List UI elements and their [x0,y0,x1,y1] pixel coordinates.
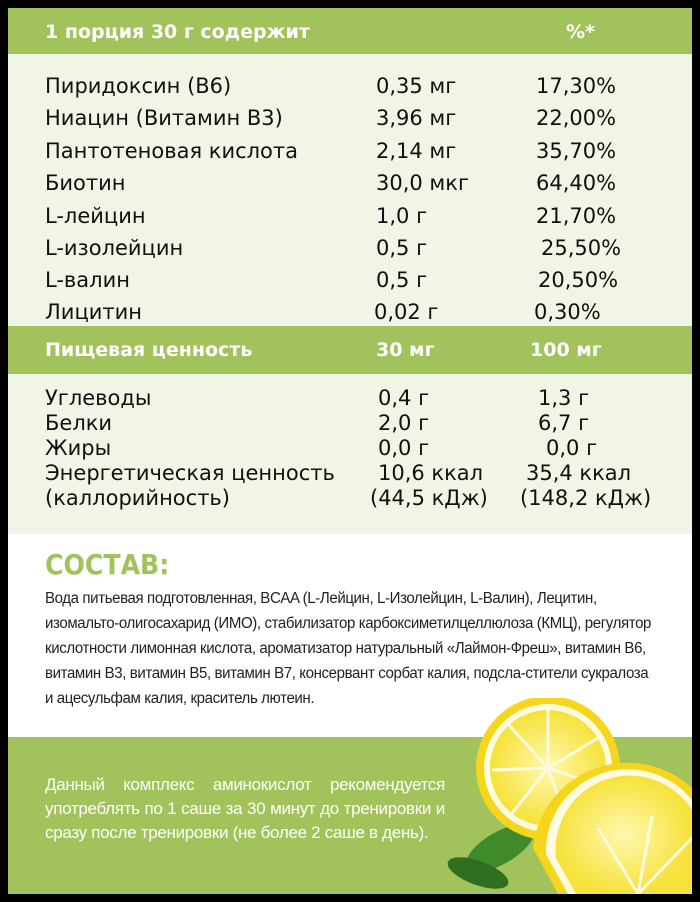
nutrient-name: L-лейцин [45,204,146,228]
nutrient-name: Пантотеновая кислота [45,139,299,163]
nutrient-pct: 21,70% [536,204,617,228]
nutrition-header-label: Пищевая ценность [45,339,253,361]
nutrient-name: Пиридоксин (В6) [45,74,232,98]
nutrition-name: Белки [45,411,113,435]
nutrient-amount: 0,5 г [376,268,428,292]
serving-header-pct: %* [566,21,595,43]
nutrient-amount: 0,02 г [374,300,439,324]
nutrition-30: 0,0 г [378,436,430,460]
nutrition-100: (148,2 кДж) [520,486,652,510]
nutrition-header-100: 100 мг [530,339,602,361]
nutrient-name: L-изолейцин [45,236,184,260]
nutrient-name: Биотин [45,171,126,195]
nutrient-pct: 64,40% [536,171,617,195]
nutrient-amount: 0,35 мг [376,74,457,98]
lemon-slices-icon [438,698,692,894]
nutrient-name: Лицитин [45,300,142,324]
nutrient-pct: 20,50% [538,268,619,292]
nutrition-30: 2,0 г [378,411,430,435]
nutrition-name: Жиры [45,436,112,460]
nutrition-30: 10,6 ккал [378,461,484,485]
serving-header-label: 1 порция 30 г содержит [45,21,310,43]
recommendation-text: Данный комплекс аминокислот рекомендуется употреблять по 1 саше за 30 минут до тренировки и сразу после тренировки (не более 2 саше в день). [45,775,445,842]
composition-text: Вода питьевая подготовленная, BCAA (L-Лейцин, L-Изолейцин, L-Валин), Лецитин, изомальто-олигосахарид (ИМО), стабилизатор карбоксиметилцеллюлоза (КМЦ), регулятор кислотности лимонная кислота, ароматизатор натуральный «Лаймон-Фреш», витамин В6, витамин В3, витамин В5, витамин В7, консервант сорбат калия, подсла-стители сукралоза и ацесульфам калия, краситель лютеин. [45,590,652,707]
nutrition-name: (каллорийность) [45,486,230,510]
nutrition-100: 35,4 ккал [526,461,632,485]
nutrient-amount: 30,0 мкг [376,171,469,195]
nutrition-100: 0,0 г [546,436,598,460]
nutrient-amount: 0,5 г [376,236,428,260]
nutrient-pct: 22,00% [536,106,617,130]
nutrition-panel [8,374,692,534]
nutrition-100: 1,3 г [538,386,590,410]
nutrition-name: Энергетическая ценность [45,461,335,485]
nutrient-amount: 3,96 мг [376,106,457,130]
nutrient-pct: 35,70% [536,139,617,163]
nutrient-pct: 17,30% [536,74,617,98]
nutrition-name: Углеводы [45,386,152,410]
nutrient-pct: 0,30% [534,300,601,324]
nutrition-header-30: 30 мг [376,339,435,361]
nutrition-100: 6,7 г [538,411,590,435]
nutrient-pct: 25,50% [541,236,622,260]
nutrient-name: Ниацин (Витамин В3) [45,106,283,130]
nutrients-panel [8,54,692,326]
product-label [8,8,692,894]
nutrient-amount: 2,14 мг [376,139,457,163]
serving-header [8,8,692,54]
composition-title: СОСТАВ: [45,548,170,581]
nutrient-name: L-валин [45,268,130,292]
nutrient-amount: 1,0 г [376,204,428,228]
nutrition-header [8,326,692,374]
nutrition-30: (44,5 кДж) [370,486,488,510]
nutrition-30: 0,4 г [378,386,430,410]
